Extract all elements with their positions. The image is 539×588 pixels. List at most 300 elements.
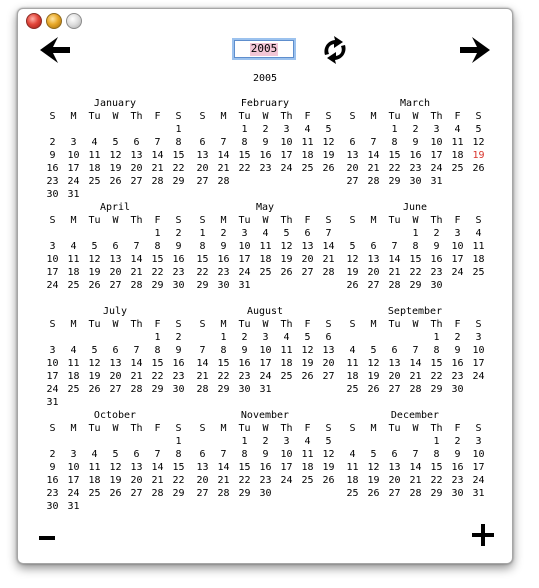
day-cell[interactable]: 7 <box>370 137 377 148</box>
day-cell[interactable]: 9 <box>454 449 461 460</box>
day-cell[interactable]: 18 <box>280 358 293 369</box>
day-cell[interactable]: 22 <box>196 267 209 278</box>
day-cell[interactable]: 22 <box>151 267 164 278</box>
day-cell[interactable]: 10 <box>46 358 59 369</box>
day-cell[interactable]: 4 <box>475 228 482 239</box>
day-cell[interactable]: 14 <box>217 150 230 161</box>
day-cell[interactable]: 27 <box>130 176 143 187</box>
day-cell[interactable]: 18 <box>88 163 101 174</box>
day-cell[interactable]: 8 <box>154 241 161 252</box>
day-cell[interactable]: 31 <box>472 488 485 499</box>
day-cell[interactable]: 16 <box>430 254 443 265</box>
day-cell[interactable]: 25 <box>67 280 80 291</box>
day-cell[interactable]: 7 <box>133 345 140 356</box>
day-cell[interactable]: 21 <box>130 371 143 382</box>
day-cell[interactable]: 10 <box>67 150 80 161</box>
day-cell[interactable]: 12 <box>88 254 101 265</box>
day-cell[interactable]: 27 <box>322 371 335 382</box>
day-cell[interactable]: 27 <box>301 267 314 278</box>
day-cell[interactable]: 23 <box>172 371 185 382</box>
day-cell[interactable]: 2 <box>49 449 56 460</box>
day-cell[interactable]: 15 <box>238 462 251 473</box>
day-cell[interactable]: 10 <box>451 241 464 252</box>
day-cell[interactable]: 6 <box>391 345 398 356</box>
day-cell[interactable]: 30 <box>451 488 464 499</box>
day-cell[interactable]: 2 <box>433 228 440 239</box>
day-cell[interactable]: 11 <box>280 345 293 356</box>
day-cell[interactable]: 24 <box>472 371 485 382</box>
day-cell[interactable]: 30 <box>409 176 422 187</box>
day-cell[interactable]: 2 <box>241 332 248 343</box>
day-cell[interactable]: 22 <box>172 163 185 174</box>
day-cell[interactable]: 26 <box>301 371 314 382</box>
day-cell[interactable]: 27 <box>130 488 143 499</box>
day-cell[interactable]: 26 <box>322 163 335 174</box>
day-cell[interactable]: 12 <box>322 137 335 148</box>
day-cell[interactable]: 13 <box>130 462 143 473</box>
day-cell[interactable]: 24 <box>238 267 251 278</box>
day-cell[interactable]: 25 <box>88 488 101 499</box>
day-cell[interactable]: 8 <box>175 449 182 460</box>
day-cell[interactable]: 13 <box>346 150 359 161</box>
day-cell[interactable]: 28 <box>217 176 230 187</box>
day-cell[interactable]: 20 <box>322 358 335 369</box>
day-cell[interactable]: 1 <box>220 332 227 343</box>
day-cell[interactable]: 7 <box>412 345 419 356</box>
day-cell[interactable]: 28 <box>151 488 164 499</box>
day-cell[interactable]: 4 <box>304 124 311 135</box>
day-cell[interactable]: 9 <box>175 241 182 252</box>
day-cell[interactable]: 29 <box>430 488 443 499</box>
day-cell[interactable]: 29 <box>388 176 401 187</box>
day-cell[interactable]: 7 <box>412 449 419 460</box>
day-cell[interactable]: 29 <box>409 280 422 291</box>
day-cell[interactable]: 24 <box>451 267 464 278</box>
day-cell[interactable]: 7 <box>154 449 161 460</box>
day-cell[interactable]: 23 <box>46 488 59 499</box>
day-cell[interactable]: 8 <box>433 449 440 460</box>
day-cell[interactable]: 8 <box>433 345 440 356</box>
day-cell[interactable]: 9 <box>49 462 56 473</box>
day-cell[interactable]: 15 <box>238 150 251 161</box>
day-cell[interactable]: 11 <box>346 358 359 369</box>
day-cell[interactable]: 5 <box>283 228 290 239</box>
day-cell[interactable]: 9 <box>175 345 182 356</box>
day-cell[interactable]: 15 <box>151 358 164 369</box>
day-cell[interactable]: 30 <box>430 280 443 291</box>
day-cell[interactable]: 26 <box>280 267 293 278</box>
day-cell[interactable]: 25 <box>346 384 359 395</box>
day-cell[interactable]: 23 <box>217 267 230 278</box>
day-cell[interactable]: 30 <box>259 488 272 499</box>
day-cell[interactable]: 19 <box>301 358 314 369</box>
day-cell[interactable]: 21 <box>388 267 401 278</box>
day-cell[interactable]: 10 <box>472 345 485 356</box>
day-cell[interactable]: 2 <box>262 124 269 135</box>
day-cell[interactable]: 28 <box>322 267 335 278</box>
day-cell[interactable]: 10 <box>238 241 251 252</box>
day-cell[interactable]: 3 <box>283 124 290 135</box>
day-cell[interactable]: 6 <box>391 449 398 460</box>
day-cell[interactable]: 15 <box>217 358 230 369</box>
day-cell[interactable]: 24 <box>280 475 293 486</box>
refresh-button[interactable] <box>319 35 351 65</box>
close-window-button[interactable] <box>26 13 42 29</box>
day-cell[interactable]: 5 <box>349 241 356 252</box>
day-cell[interactable]: 25 <box>67 384 80 395</box>
day-cell[interactable]: 1 <box>175 436 182 447</box>
day-cell[interactable]: 12 <box>367 462 380 473</box>
day-cell[interactable]: 18 <box>346 475 359 486</box>
day-cell[interactable]: 16 <box>238 358 251 369</box>
day-cell[interactable]: 24 <box>280 163 293 174</box>
day-cell[interactable]: 7 <box>199 345 206 356</box>
day-cell[interactable]: 24 <box>259 371 272 382</box>
day-cell[interactable]: 18 <box>67 267 80 278</box>
day-cell[interactable]: 12 <box>109 462 122 473</box>
day-cell[interactable]: 2 <box>454 436 461 447</box>
day-cell[interactable]: 14 <box>130 254 143 265</box>
day-cell[interactable]: 23 <box>409 163 422 174</box>
day-cell[interactable]: 16 <box>259 150 272 161</box>
day-cell[interactable]: 8 <box>241 449 248 460</box>
day-cell[interactable]: 12 <box>472 137 485 148</box>
day-cell[interactable]: 2 <box>175 332 182 343</box>
day-cell[interactable]: 29 <box>172 488 185 499</box>
day-cell[interactable]: 8 <box>220 345 227 356</box>
day-cell[interactable]: 4 <box>454 124 461 135</box>
day-cell[interactable]: 9 <box>454 345 461 356</box>
day-cell[interactable]: 17 <box>67 475 80 486</box>
day-cell[interactable]: 11 <box>88 150 101 161</box>
day-cell[interactable]: 14 <box>322 241 335 252</box>
day-cell[interactable]: 7 <box>220 449 227 460</box>
day-cell[interactable]: 9 <box>262 137 269 148</box>
day-cell[interactable]: 10 <box>67 462 80 473</box>
day-cell[interactable]: 7 <box>325 228 332 239</box>
day-cell[interactable]: 5 <box>91 345 98 356</box>
zoom-out-button[interactable] <box>39 535 55 541</box>
day-cell[interactable]: 25 <box>346 488 359 499</box>
minimize-window-button[interactable] <box>46 13 62 29</box>
day-cell[interactable]: 12 <box>280 241 293 252</box>
day-cell[interactable]: 15 <box>172 462 185 473</box>
day-cell[interactable]: 21 <box>217 163 230 174</box>
day-cell[interactable]: 3 <box>241 228 248 239</box>
day-cell[interactable]: 5 <box>325 124 332 135</box>
day-cell[interactable]: 1 <box>412 228 419 239</box>
day-cell[interactable]: 18 <box>301 150 314 161</box>
day-cell[interactable]: 28 <box>409 488 422 499</box>
day-cell[interactable]: 28 <box>151 176 164 187</box>
day-cell[interactable]: 20 <box>346 163 359 174</box>
day-cell[interactable]: 16 <box>451 462 464 473</box>
day-cell[interactable]: 13 <box>388 462 401 473</box>
day-cell[interactable]: 29 <box>151 280 164 291</box>
year-field[interactable] <box>234 40 294 58</box>
day-cell[interactable]: 6 <box>112 241 119 252</box>
day-cell[interactable]: 16 <box>451 358 464 369</box>
day-cell[interactable]: 22 <box>430 475 443 486</box>
day-cell[interactable]: 12 <box>346 254 359 265</box>
day-cell[interactable]: 28 <box>217 488 230 499</box>
day-cell[interactable]: 21 <box>409 371 422 382</box>
day-cell[interactable]: 3 <box>70 137 77 148</box>
day-cell[interactable]: 17 <box>451 254 464 265</box>
day-cell[interactable]: 13 <box>196 462 209 473</box>
day-cell[interactable]: 13 <box>196 150 209 161</box>
day-cell[interactable]: 4 <box>91 449 98 460</box>
day-cell[interactable]: 3 <box>49 241 56 252</box>
day-cell[interactable]: 27 <box>109 384 122 395</box>
day-cell[interactable]: 14 <box>409 358 422 369</box>
day-cell[interactable]: 22 <box>238 163 251 174</box>
day-cell[interactable]: 5 <box>370 345 377 356</box>
day-cell[interactable]: 27 <box>196 488 209 499</box>
day-cell[interactable]: 16 <box>409 150 422 161</box>
day-cell[interactable]: 19 <box>88 371 101 382</box>
day-cell[interactable]: 1 <box>391 124 398 135</box>
day-cell[interactable]: 30 <box>451 384 464 395</box>
day-cell[interactable]: 20 <box>301 254 314 265</box>
day-cell[interactable]: 30 <box>238 384 251 395</box>
day-cell[interactable]: 6 <box>112 345 119 356</box>
day-cell[interactable]: 2 <box>220 228 227 239</box>
day-cell[interactable]: 5 <box>112 137 119 148</box>
day-cell[interactable]: 20 <box>109 371 122 382</box>
day-cell[interactable]: 19 <box>322 150 335 161</box>
day-cell[interactable]: 10 <box>46 254 59 265</box>
day-cell[interactable]: 20 <box>196 475 209 486</box>
day-cell[interactable]: 21 <box>367 163 380 174</box>
day-cell[interactable]: 4 <box>304 436 311 447</box>
day-cell[interactable]: 28 <box>409 384 422 395</box>
day-cell[interactable]: 23 <box>46 176 59 187</box>
day-cell[interactable]: 17 <box>46 371 59 382</box>
day-cell[interactable]: 12 <box>322 449 335 460</box>
day-cell[interactable]: 7 <box>391 241 398 252</box>
day-cell[interactable]: 13 <box>388 358 401 369</box>
day-cell[interactable]: 3 <box>433 124 440 135</box>
day-cell[interactable]: 12 <box>88 358 101 369</box>
day-cell[interactable]: 28 <box>388 280 401 291</box>
day-cell[interactable]: 26 <box>88 384 101 395</box>
day-cell[interactable]: 8 <box>175 137 182 148</box>
day-cell[interactable]: 16 <box>259 462 272 473</box>
day-cell[interactable]: 14 <box>151 150 164 161</box>
day-cell[interactable]: 28 <box>130 384 143 395</box>
day-cell[interactable]: 3 <box>475 436 482 447</box>
day-cell[interactable]: 15 <box>388 150 401 161</box>
day-cell[interactable]: 12 <box>367 358 380 369</box>
day-cell[interactable]: 15 <box>430 462 443 473</box>
day-cell[interactable]: 2 <box>175 228 182 239</box>
day-cell[interactable]: 3 <box>49 345 56 356</box>
day-cell[interactable]: 16 <box>217 254 230 265</box>
day-cell[interactable]: 11 <box>451 137 464 148</box>
day-cell[interactable]: 1 <box>175 124 182 135</box>
day-cell[interactable]: 11 <box>301 449 314 460</box>
day-cell[interactable]: 14 <box>409 462 422 473</box>
day-cell[interactable]: 9 <box>262 449 269 460</box>
day-cell[interactable]: 27 <box>367 280 380 291</box>
day-cell[interactable]: 11 <box>67 358 80 369</box>
day-cell[interactable]: 17 <box>280 462 293 473</box>
day-cell[interactable]: 23 <box>259 475 272 486</box>
day-cell[interactable]: 18 <box>346 371 359 382</box>
previous-year-button[interactable] <box>38 35 72 65</box>
day-cell[interactable]: 10 <box>472 449 485 460</box>
day-cell[interactable]: 15 <box>409 254 422 265</box>
day-cell[interactable]: 27 <box>388 384 401 395</box>
day-cell[interactable]: 31 <box>430 176 443 187</box>
day-cell[interactable]: 21 <box>409 475 422 486</box>
day-cell[interactable]: 6 <box>133 137 140 148</box>
day-cell[interactable]: 20 <box>130 163 143 174</box>
day-cell[interactable]: 9 <box>433 241 440 252</box>
day-cell[interactable]: 3 <box>70 449 77 460</box>
day-cell[interactable]: 24 <box>67 488 80 499</box>
day-cell[interactable]: 1 <box>154 228 161 239</box>
day-cell[interactable]: 23 <box>430 267 443 278</box>
day-cell[interactable]: 17 <box>46 267 59 278</box>
day-cell[interactable]: 1 <box>433 332 440 343</box>
day-cell[interactable]: 14 <box>130 358 143 369</box>
day-cell-today[interactable]: 19 <box>472 150 485 161</box>
day-cell[interactable]: 22 <box>430 371 443 382</box>
zoom-in-button[interactable] <box>472 524 494 546</box>
day-cell[interactable]: 22 <box>388 163 401 174</box>
day-cell[interactable]: 25 <box>451 163 464 174</box>
day-cell[interactable]: 24 <box>46 280 59 291</box>
day-cell[interactable]: 25 <box>301 475 314 486</box>
day-cell[interactable]: 4 <box>70 241 77 252</box>
day-cell[interactable]: 24 <box>46 384 59 395</box>
day-cell[interactable]: 25 <box>472 267 485 278</box>
day-cell[interactable]: 18 <box>67 371 80 382</box>
day-cell[interactable]: 19 <box>346 267 359 278</box>
day-cell[interactable]: 30 <box>46 501 59 512</box>
day-cell[interactable]: 18 <box>301 462 314 473</box>
day-cell[interactable]: 11 <box>472 241 485 252</box>
day-cell[interactable]: 31 <box>46 397 59 408</box>
day-cell[interactable]: 29 <box>172 176 185 187</box>
day-cell[interactable]: 11 <box>88 462 101 473</box>
day-cell[interactable]: 21 <box>151 163 164 174</box>
day-cell[interactable]: 23 <box>172 267 185 278</box>
day-cell[interactable]: 29 <box>196 280 209 291</box>
day-cell[interactable]: 21 <box>196 371 209 382</box>
day-cell[interactable]: 5 <box>370 449 377 460</box>
day-cell[interactable]: 19 <box>109 475 122 486</box>
day-cell[interactable]: 22 <box>238 475 251 486</box>
day-cell[interactable]: 16 <box>46 163 59 174</box>
day-cell[interactable]: 4 <box>91 137 98 148</box>
day-cell[interactable]: 8 <box>199 241 206 252</box>
day-cell[interactable]: 8 <box>154 345 161 356</box>
day-cell[interactable]: 27 <box>109 280 122 291</box>
day-cell[interactable]: 19 <box>322 462 335 473</box>
day-cell[interactable]: 20 <box>130 475 143 486</box>
day-cell[interactable]: 10 <box>280 137 293 148</box>
day-cell[interactable]: 27 <box>346 176 359 187</box>
day-cell[interactable]: 6 <box>325 332 332 343</box>
day-cell[interactable]: 9 <box>241 345 248 356</box>
day-cell[interactable]: 20 <box>109 267 122 278</box>
day-cell[interactable]: 8 <box>241 137 248 148</box>
day-cell[interactable]: 13 <box>109 358 122 369</box>
day-cell[interactable]: 8 <box>412 241 419 252</box>
day-cell[interactable]: 20 <box>388 475 401 486</box>
day-cell[interactable]: 10 <box>430 137 443 148</box>
day-cell[interactable]: 17 <box>280 150 293 161</box>
day-cell[interactable]: 1 <box>154 332 161 343</box>
day-cell[interactable]: 24 <box>430 163 443 174</box>
day-cell[interactable]: 3 <box>262 332 269 343</box>
day-cell[interactable]: 26 <box>322 475 335 486</box>
day-cell[interactable]: 15 <box>151 254 164 265</box>
day-cell[interactable]: 29 <box>430 384 443 395</box>
day-cell[interactable]: 28 <box>196 384 209 395</box>
day-cell[interactable]: 31 <box>67 189 80 200</box>
day-cell[interactable]: 2 <box>49 137 56 148</box>
day-cell[interactable]: 4 <box>262 228 269 239</box>
day-cell[interactable]: 26 <box>88 280 101 291</box>
day-cell[interactable]: 29 <box>238 488 251 499</box>
day-cell[interactable]: 11 <box>67 254 80 265</box>
day-cell[interactable]: 6 <box>304 228 311 239</box>
day-cell[interactable]: 2 <box>454 332 461 343</box>
day-cell[interactable]: 1 <box>199 228 206 239</box>
day-cell[interactable]: 17 <box>472 358 485 369</box>
day-cell[interactable]: 6 <box>133 449 140 460</box>
day-cell[interactable]: 4 <box>70 345 77 356</box>
day-cell[interactable]: 13 <box>322 345 335 356</box>
day-cell[interactable]: 18 <box>451 150 464 161</box>
day-cell[interactable]: 30 <box>217 280 230 291</box>
day-cell[interactable]: 19 <box>367 475 380 486</box>
day-cell[interactable]: 5 <box>112 449 119 460</box>
day-cell[interactable]: 6 <box>349 137 356 148</box>
day-cell[interactable]: 22 <box>172 475 185 486</box>
day-cell[interactable]: 21 <box>322 254 335 265</box>
day-cell[interactable]: 12 <box>109 150 122 161</box>
day-cell[interactable]: 22 <box>409 267 422 278</box>
day-cell[interactable]: 19 <box>109 163 122 174</box>
day-cell[interactable]: 26 <box>367 488 380 499</box>
day-cell[interactable]: 7 <box>154 137 161 148</box>
day-cell[interactable]: 16 <box>46 475 59 486</box>
day-cell[interactable]: 25 <box>301 163 314 174</box>
day-cell[interactable]: 23 <box>238 371 251 382</box>
day-cell[interactable]: 4 <box>349 345 356 356</box>
day-cell[interactable]: 1 <box>433 436 440 447</box>
day-cell[interactable]: 5 <box>325 436 332 447</box>
day-cell[interactable]: 17 <box>238 254 251 265</box>
day-cell[interactable]: 21 <box>151 475 164 486</box>
day-cell[interactable]: 13 <box>109 254 122 265</box>
day-cell[interactable]: 6 <box>199 137 206 148</box>
day-cell[interactable]: 5 <box>304 332 311 343</box>
day-cell[interactable]: 14 <box>217 462 230 473</box>
day-cell[interactable]: 20 <box>196 163 209 174</box>
day-cell[interactable]: 14 <box>367 150 380 161</box>
day-cell[interactable]: 28 <box>367 176 380 187</box>
day-cell[interactable]: 3 <box>454 228 461 239</box>
day-cell[interactable]: 7 <box>133 241 140 252</box>
day-cell[interactable]: 31 <box>238 280 251 291</box>
day-cell[interactable]: 18 <box>259 254 272 265</box>
